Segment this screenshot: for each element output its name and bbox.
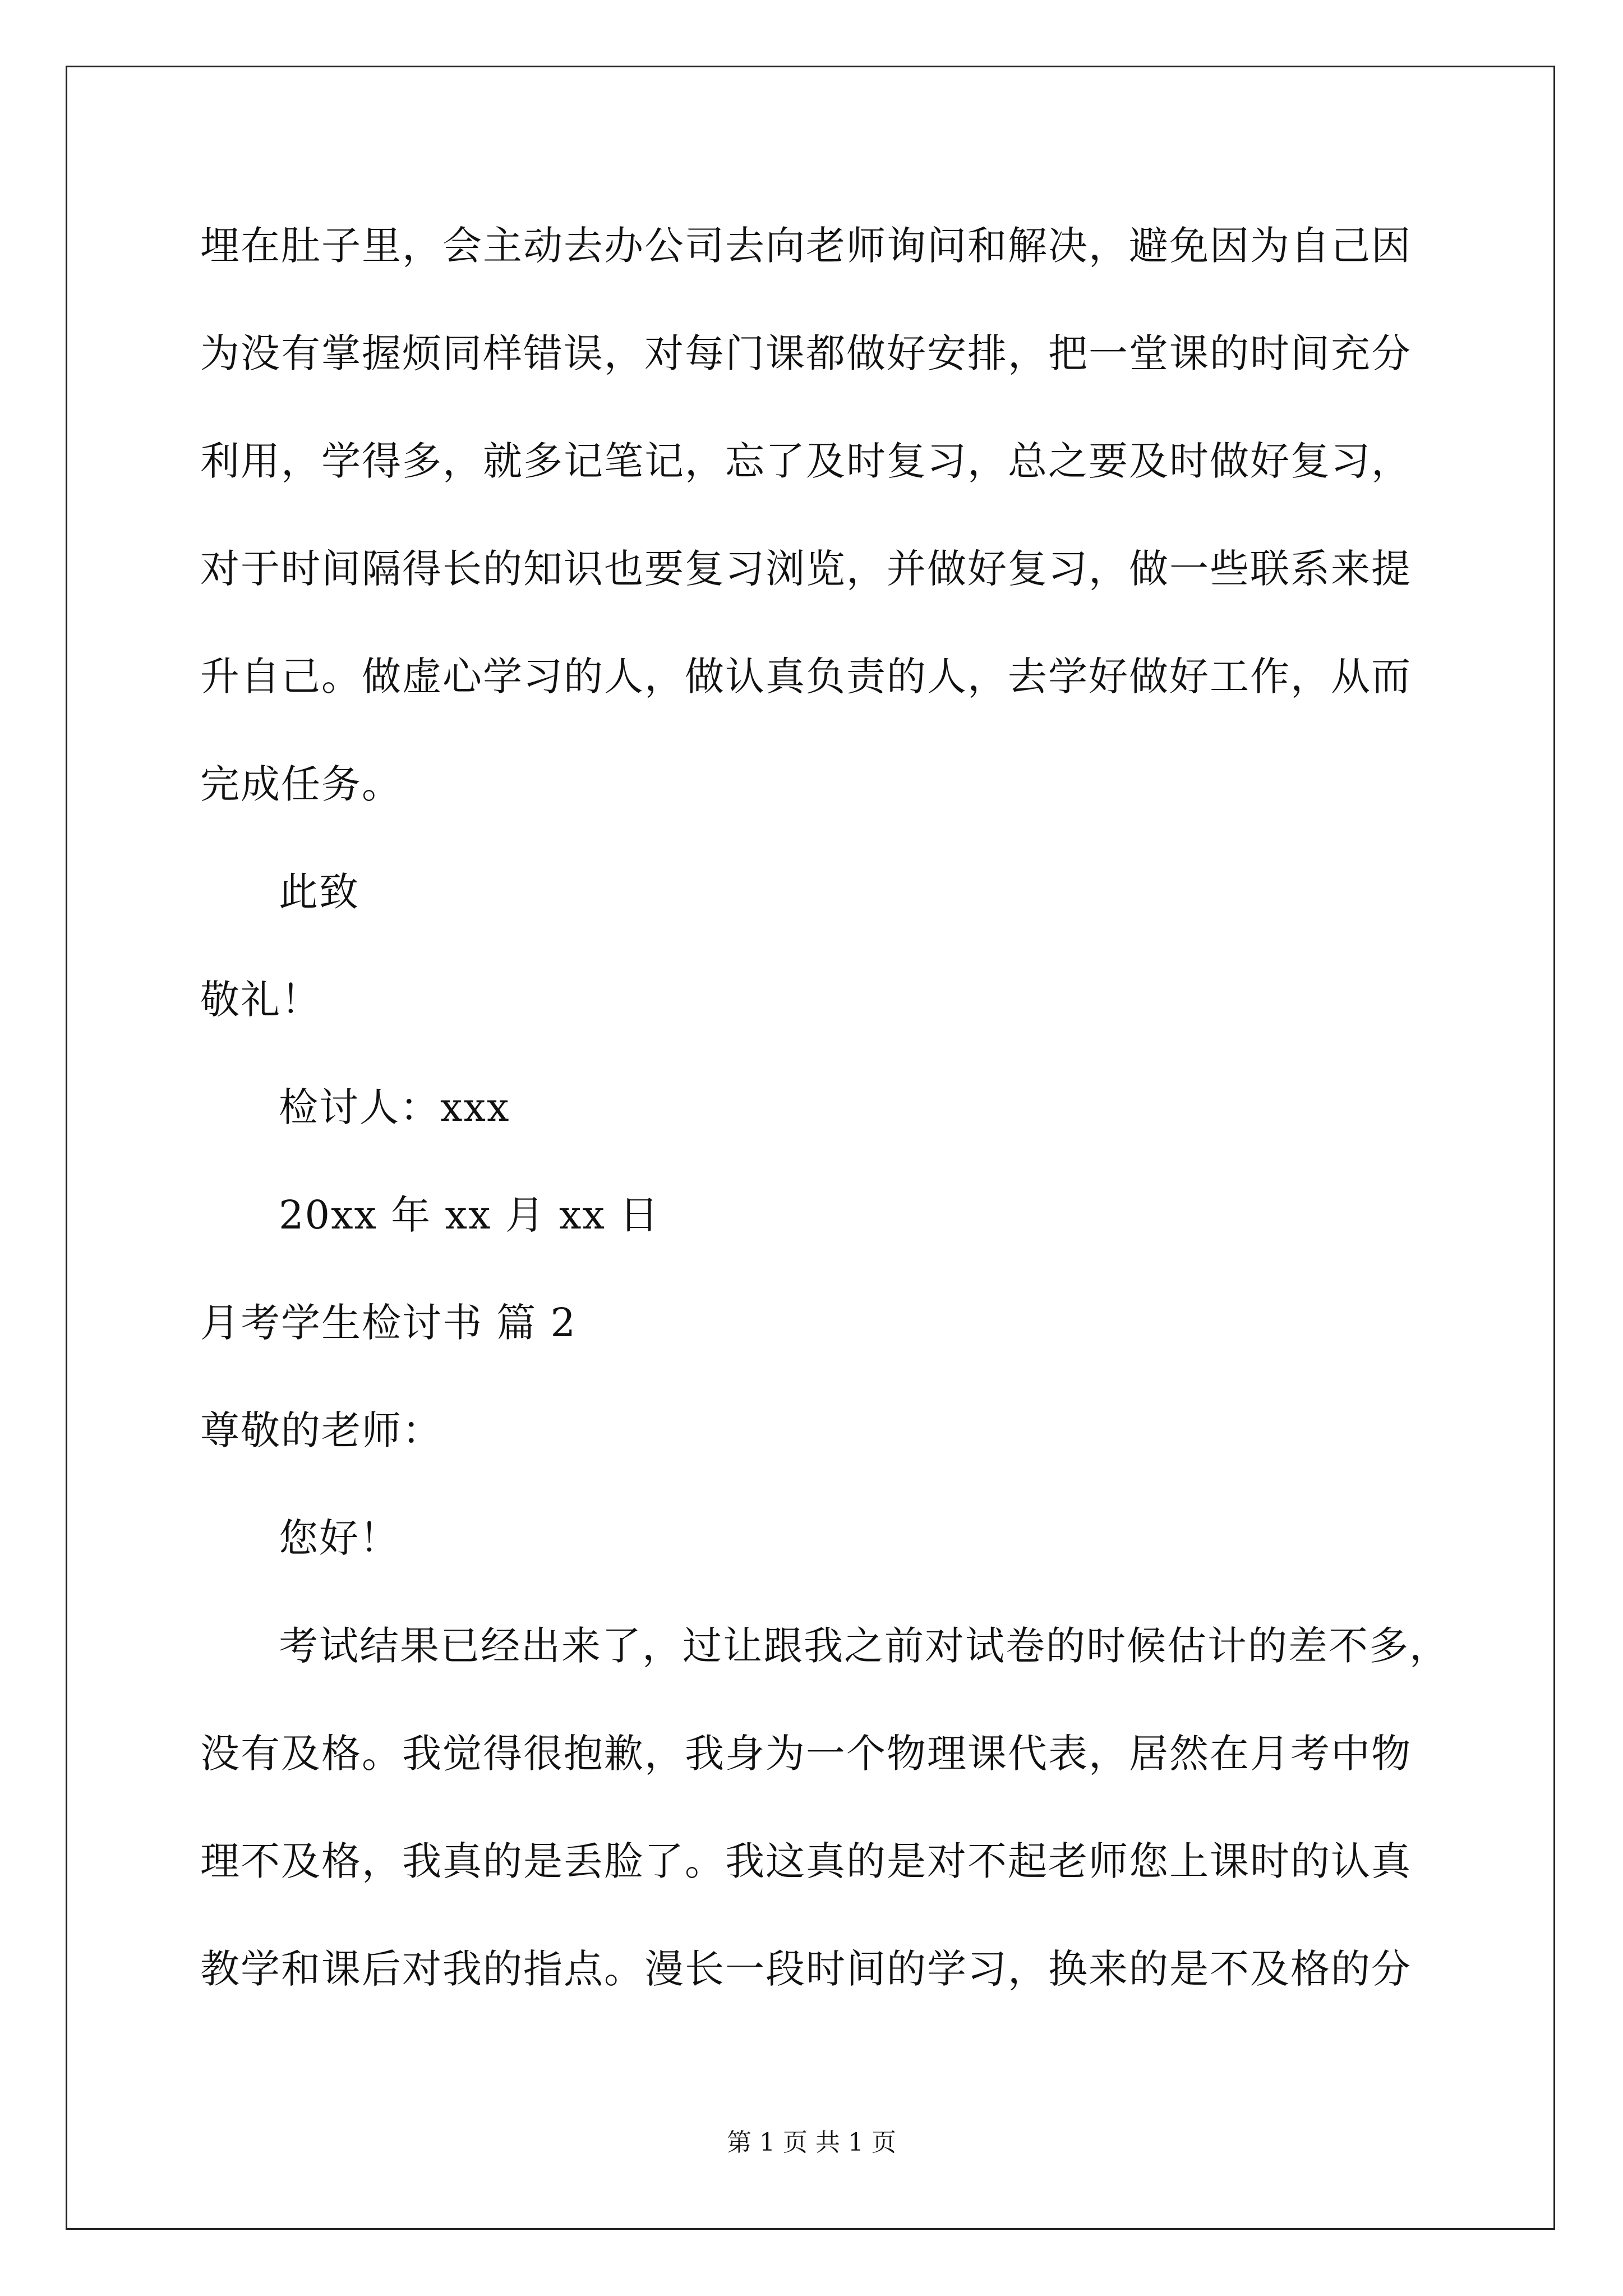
body-line: 利用，学得多，就多记笔记，忘了及时复习，总之要及时做好复习，	[200, 438, 1412, 484]
body-line: 教学和课后对我的指点。漫长一段时间的学习，换来的是不及格的分	[200, 1946, 1412, 1992]
body-line: 完成任务。	[200, 761, 402, 807]
page-border	[66, 66, 1555, 2230]
greeting-hello: 您好！	[279, 1515, 400, 1561]
closing-respect: 敬礼！	[200, 977, 321, 1023]
body-line: 升自己。做虚心学习的人，做认真负责的人，去学好做好工作，从而	[200, 654, 1412, 700]
body-line: 为没有掌握烦同样错误，对每门课都做好安排，把一堂课的时间充分	[200, 330, 1412, 376]
closing-salutation: 此致	[279, 869, 359, 915]
date-line: 20xx 年 xx 月 xx 日	[279, 1192, 660, 1238]
body-line: 没有及格。我觉得很抱歉，我身为一个物理课代表，居然在月考中物	[200, 1731, 1412, 1777]
section-title: 月考学生检讨书 篇 2	[200, 1300, 577, 1346]
body-line: 考试结果已经出来了，过让跟我之前对试卷的时候估计的差不多，	[279, 1623, 1450, 1669]
page-footer: 第 1 页 共 1 页	[727, 2128, 896, 2157]
body-line: 理不及格，我真的是丢脸了。我这真的是对不起老师您上课时的认真	[200, 1838, 1412, 1884]
body-line: 对于时间隔得长的知识也要复习浏览，并做好复习，做一些联系来提	[200, 546, 1412, 592]
greeting: 尊敬的老师：	[200, 1407, 442, 1453]
signature-line: 检讨人：xxx	[279, 1084, 510, 1130]
body-line: 埋在肚子里，会主动去办公司去向老师询问和解决，避免因为自己因	[200, 223, 1412, 269]
